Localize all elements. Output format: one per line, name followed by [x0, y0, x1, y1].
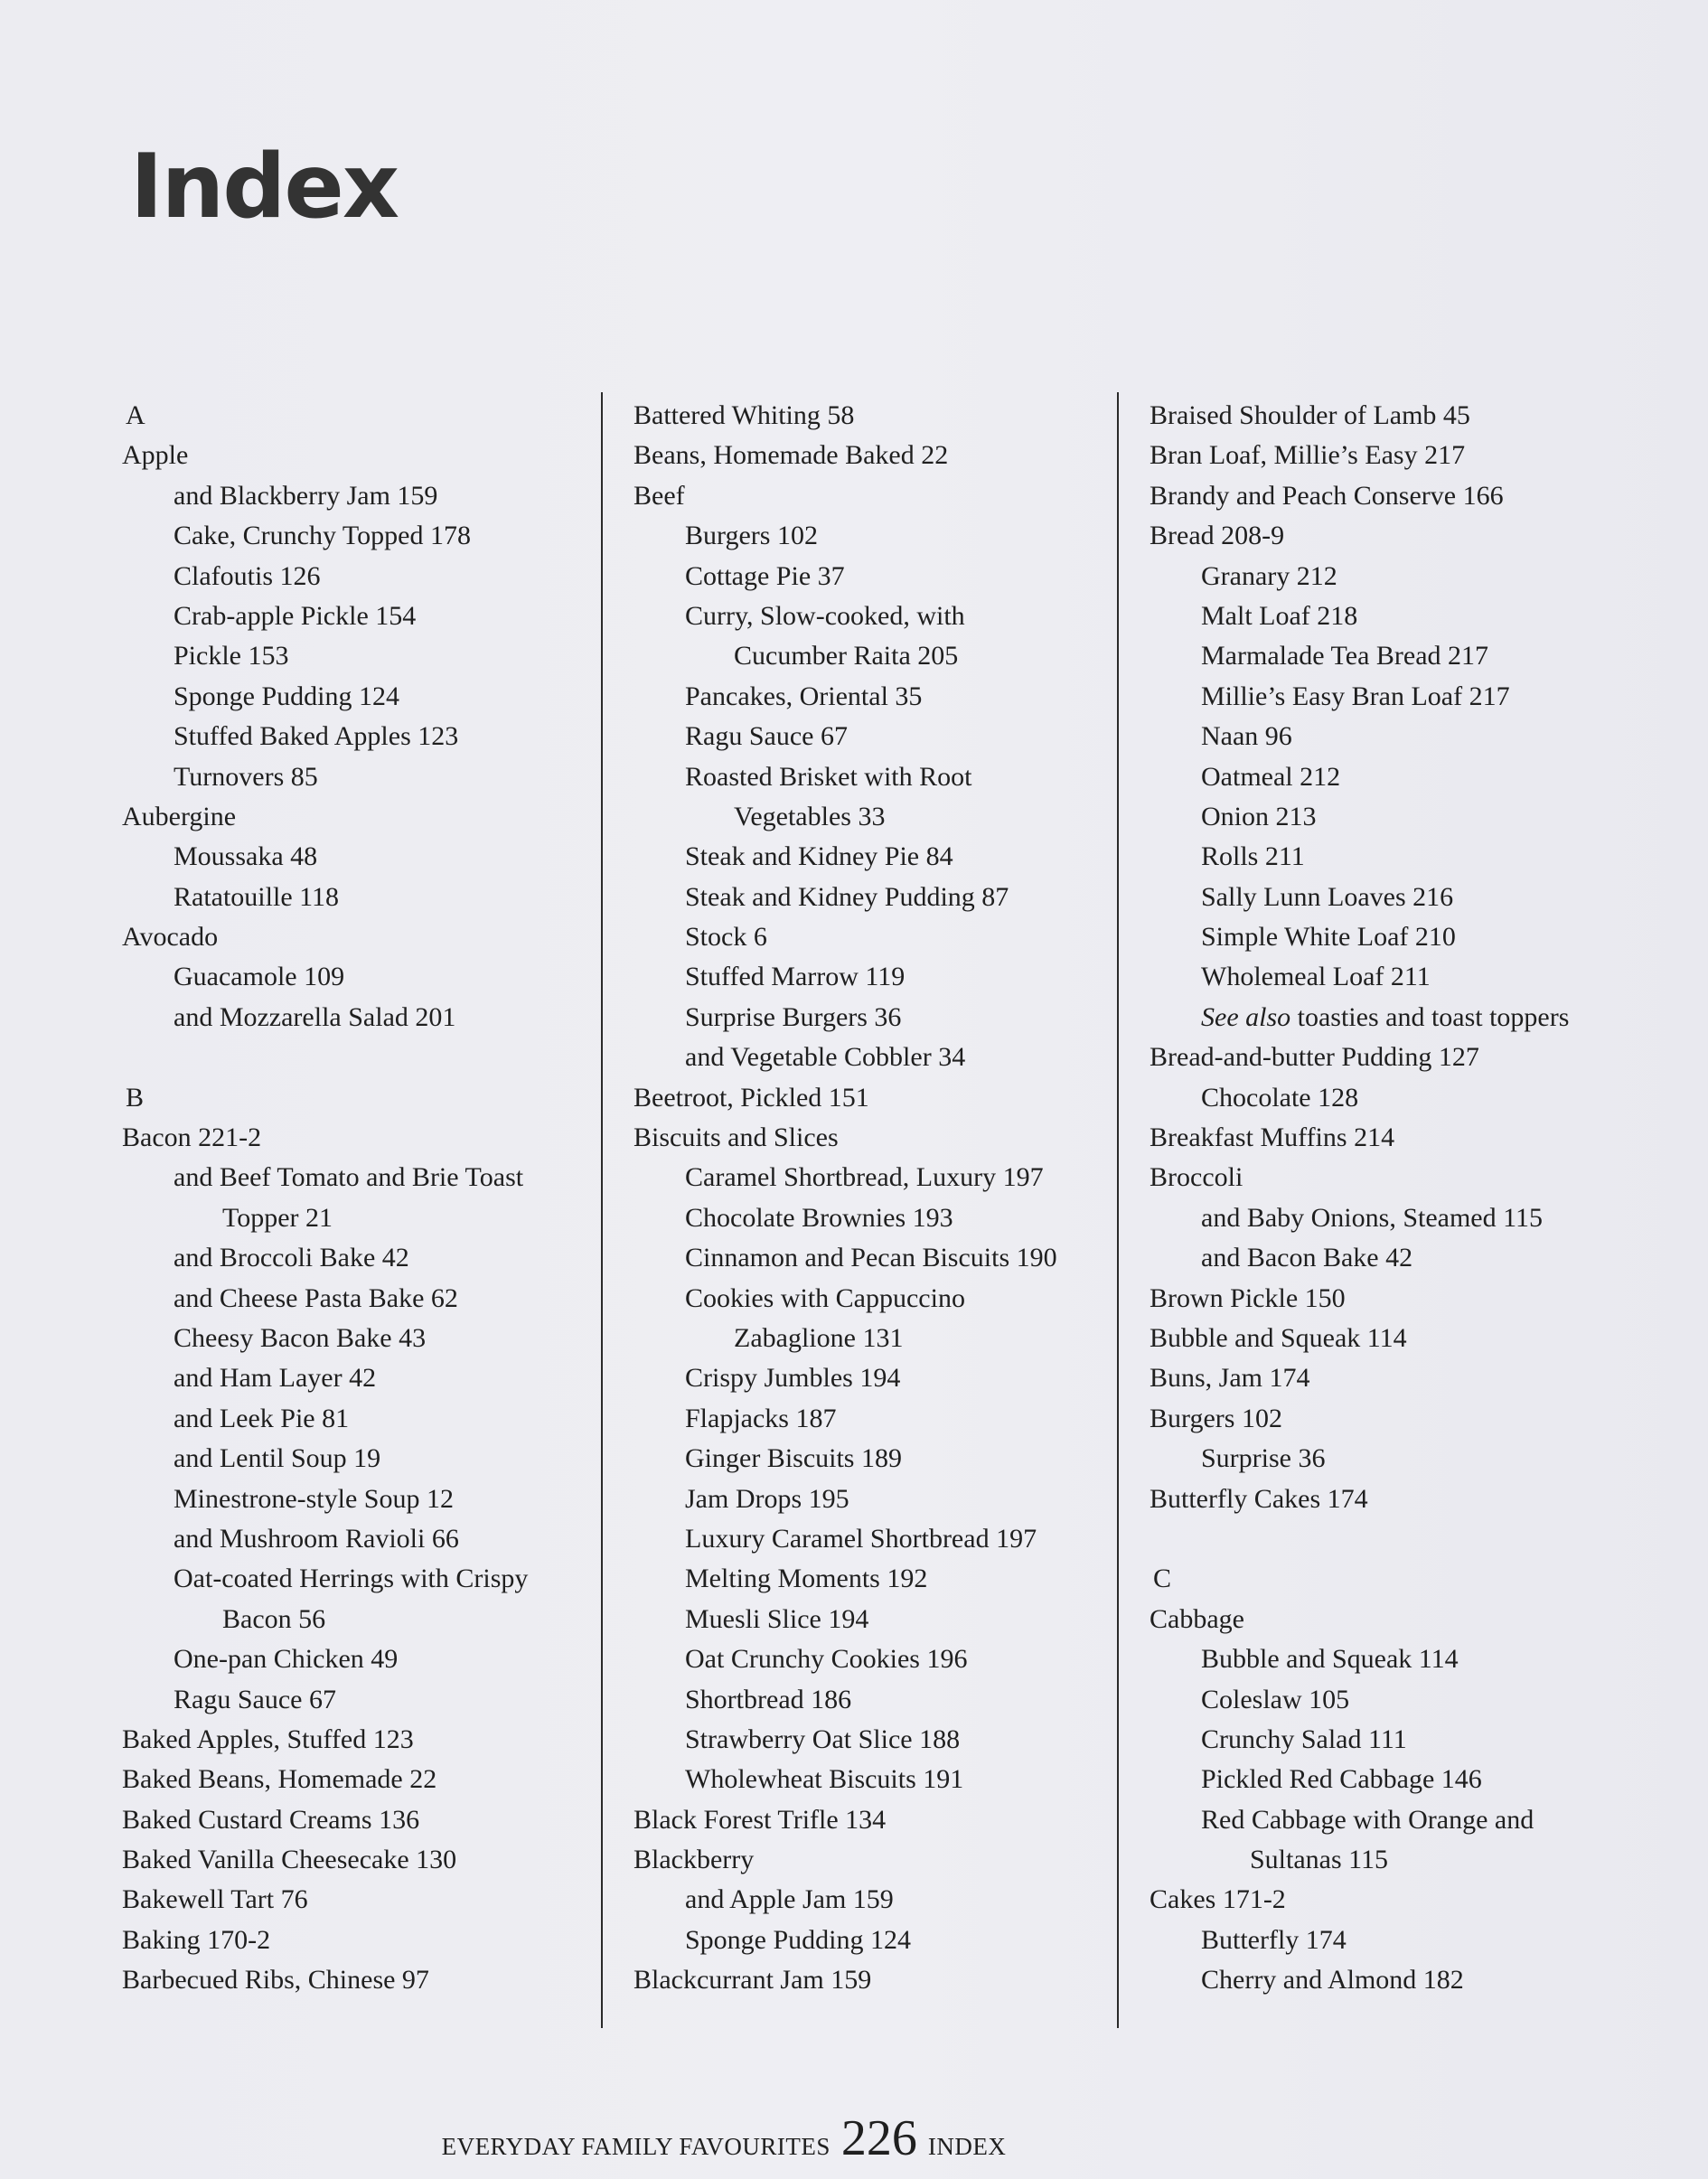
index-entry-text: Brown Pickle 150 — [1150, 1282, 1346, 1313]
index-entry-text: Crispy Jumbles 194 — [685, 1363, 901, 1394]
index-entry-text: Battered Whiting 58 — [633, 400, 855, 430]
index-entry-text: Avocado — [122, 922, 219, 953]
index-entry-text: Oatmeal 212 — [1201, 761, 1341, 792]
index-subentry — [633, 1559, 1103, 1599]
index-column-2 — [633, 396, 1103, 2001]
index-entry-text: Beans, Homemade Baked 22 — [633, 440, 949, 471]
index-subentry — [633, 837, 1103, 877]
index-entry-text: Pickled Red Cabbage 146 — [1201, 1764, 1482, 1795]
index-entry-text: Turnovers 85 — [174, 761, 318, 792]
index-entry — [122, 1880, 592, 1920]
index-entry-text: Baked Vanilla Cheesecake 130 — [122, 1845, 457, 1875]
see-also-label: See also — [1201, 1001, 1298, 1032]
index-subentry — [633, 917, 1103, 957]
index-entry-text: Pancakes, Oriental 35 — [685, 681, 923, 711]
index-entry-text: Jam Drops 195 — [685, 1483, 849, 1514]
index-entry-text: Oat-coated Herrings with Crispy — [174, 1564, 529, 1594]
index-subentry — [122, 1479, 592, 1519]
index-entry-text: Blackcurrant Jam 159 — [633, 1965, 872, 1996]
index-entry — [1150, 1479, 1619, 1519]
index-subentry — [633, 1720, 1103, 1760]
index-entry-text: Vegetables 33 — [734, 801, 886, 831]
index-subentry — [122, 878, 592, 917]
index-entry — [122, 1720, 592, 1760]
index-subentry — [633, 1158, 1103, 1198]
index-entry-text: Bakewell Tart 76 — [122, 1884, 308, 1915]
index-subentry — [1150, 717, 1619, 756]
index-entry-text: Coleslaw 105 — [1201, 1684, 1350, 1714]
index-entry-text: Curry, Slow-cooked, with — [685, 600, 965, 631]
index-entry-text: Cheesy Bacon Bake 43 — [174, 1322, 427, 1353]
index-entry-text: Stock 6 — [685, 922, 767, 953]
index-subentry — [1150, 837, 1619, 877]
index-entry-text: B — [126, 1082, 145, 1113]
index-entry — [1150, 1279, 1619, 1319]
index-entry-text: Crab-apple Pickle 154 — [174, 600, 417, 631]
index-letter-heading — [122, 396, 592, 436]
index-entry-text: Blackberry — [633, 1845, 755, 1875]
index-subentry — [122, 476, 592, 516]
index-entry-text: Bubble and Squeak 114 — [1150, 1322, 1407, 1353]
index-subentry — [122, 957, 592, 997]
index-entry-text: Beetroot, Pickled 151 — [633, 1082, 869, 1113]
index-subentry — [633, 557, 1103, 596]
index-subentry — [633, 1279, 1103, 1319]
index-subentry — [633, 1038, 1103, 1077]
index-entry-text: Wholewheat Biscuits 191 — [685, 1764, 964, 1795]
index-subentry — [122, 1358, 592, 1398]
index-entry-text: Apple — [122, 440, 189, 471]
index-letter-heading — [122, 1078, 592, 1118]
index-subentry — [633, 1921, 1103, 1960]
index-entry-text: Cottage Pie 37 — [685, 560, 845, 591]
index-entry-text: Malt Loaf 218 — [1201, 600, 1358, 631]
index-continuation — [633, 797, 1103, 837]
index-entry-text: Ratatouille 118 — [174, 881, 340, 912]
index-entry-text: and Lentil Soup 19 — [174, 1443, 381, 1474]
index-entry-text: Naan 96 — [1201, 721, 1292, 752]
index-entry-text: Steak and Kidney Pie 84 — [685, 841, 953, 872]
index-subentry — [122, 1559, 592, 1599]
index-subentry — [122, 1680, 592, 1720]
index-subentry — [633, 1198, 1103, 1238]
index-subentry — [1150, 757, 1619, 797]
index-subentry — [633, 677, 1103, 717]
index-entry-text: Surprise 36 — [1201, 1443, 1326, 1474]
index-entry-text: and Cheese Pasta Bake 62 — [174, 1282, 458, 1313]
index-entry-text: Cookies with Cappuccino — [685, 1282, 965, 1313]
index-entry-text: Guacamole 109 — [174, 962, 345, 992]
index-entry-text: Bacon 221-2 — [122, 1122, 262, 1153]
index-entry-text: Strawberry Oat Slice 188 — [685, 1723, 961, 1754]
index-entry-text: Sponge Pudding 124 — [174, 681, 400, 711]
index-entry — [633, 1960, 1103, 2000]
index-entry-text: Melting Moments 192 — [685, 1564, 928, 1594]
index-subentry — [122, 1158, 592, 1198]
index-entry — [1150, 1118, 1619, 1158]
index-entry-text: Marmalade Tea Bread 217 — [1201, 641, 1489, 672]
index-entry-text: Millie’s Easy Bran Loaf 217 — [1201, 681, 1510, 711]
index-entry-text: Breakfast Muffins 214 — [1150, 1122, 1395, 1153]
index-entry-text: Bread-and-butter Pudding 127 — [1150, 1042, 1479, 1073]
index-subentry — [122, 1319, 592, 1358]
index-entry-text: Shortbread 186 — [685, 1684, 852, 1714]
index-entry-text: and Bacon Bake 42 — [1201, 1243, 1413, 1273]
index-subentry — [122, 837, 592, 877]
index-subentry — [633, 1600, 1103, 1639]
index-subentry — [633, 878, 1103, 917]
index-subentry — [1150, 998, 1619, 1038]
index-entry — [122, 1118, 592, 1158]
index-entry-text: Baked Apples, Stuffed 123 — [122, 1723, 414, 1754]
index-entry-text: Stuffed Marrow 119 — [685, 962, 906, 992]
index-spacer — [1150, 1519, 1619, 1559]
index-entry-text: and Ham Layer 42 — [174, 1363, 377, 1394]
index-subentry — [122, 636, 592, 676]
index-entry-text: Barbecued Ribs, Chinese 97 — [122, 1965, 429, 1996]
index-entry-text: Butterfly 174 — [1201, 1924, 1347, 1955]
index-entry-text: toasties and toast toppers — [1297, 1001, 1570, 1032]
index-entry — [122, 1960, 592, 2000]
index-entry-text: Rolls 211 — [1201, 841, 1305, 872]
index-entry-text: Sponge Pudding 124 — [685, 1924, 912, 1955]
index-entry-text: Bran Loaf, Millie’s Easy 217 — [1150, 440, 1466, 471]
index-subentry — [633, 1519, 1103, 1559]
index-subentry — [633, 1479, 1103, 1519]
index-entry-text: Cinnamon and Pecan Biscuits 190 — [685, 1243, 1057, 1273]
index-entry — [122, 436, 592, 475]
index-entry-text: Beef — [633, 480, 685, 511]
index-entry-text: Roasted Brisket with Root — [685, 761, 972, 792]
index-entry-text: Steak and Kidney Pudding 87 — [685, 881, 1009, 912]
index-subentry — [1150, 1800, 1619, 1840]
index-entry — [633, 436, 1103, 475]
index-entry — [122, 917, 592, 957]
index-subentry — [1150, 917, 1619, 957]
index-subentry — [633, 1680, 1103, 1720]
index-entry — [1150, 1600, 1619, 1639]
index-entry-text: Wholemeal Loaf 211 — [1201, 962, 1431, 992]
index-subentry — [1150, 1238, 1619, 1278]
index-entry — [1150, 1158, 1619, 1198]
index-subentry — [633, 998, 1103, 1038]
page-title: Index — [130, 136, 399, 239]
index-subentry — [633, 1238, 1103, 1278]
index-entry-text: and Leek Pie 81 — [174, 1403, 350, 1433]
index-entry-text: Brandy and Peach Conserve 166 — [1150, 480, 1504, 511]
index-subentry — [1150, 1921, 1619, 1960]
index-entry-text: Oat Crunchy Cookies 196 — [685, 1644, 968, 1675]
index-entry — [633, 1118, 1103, 1158]
column-divider — [1117, 392, 1119, 2028]
index-entry-text: Black Forest Trifle 134 — [633, 1804, 887, 1835]
index-subentry — [122, 717, 592, 756]
index-entry-text: and Baby Onions, Steamed 115 — [1201, 1202, 1544, 1233]
index-subentry — [1150, 1639, 1619, 1679]
index-entry-text: Flapjacks 187 — [685, 1403, 837, 1433]
index-entry-text: Crunchy Salad 111 — [1201, 1723, 1407, 1754]
index-subentry — [122, 677, 592, 717]
index-subentry — [122, 757, 592, 797]
index-entry-text: Bubble and Squeak 114 — [1201, 1644, 1459, 1675]
index-subentry — [122, 596, 592, 636]
index-subentry — [1150, 1078, 1619, 1118]
index-entry-text: Cakes 171-2 — [1150, 1884, 1286, 1915]
index-entry-text: Surprise Burgers 36 — [685, 1001, 902, 1032]
index-entry-text: Red Cabbage with Orange and — [1201, 1804, 1534, 1835]
index-entry-text: Braised Shoulder of Lamb 45 — [1150, 400, 1470, 430]
index-entry — [1150, 1038, 1619, 1077]
index-entry-text: Bacon 56 — [222, 1603, 326, 1634]
index-entry-text: C — [1153, 1564, 1172, 1594]
index-subentry — [122, 1439, 592, 1479]
index-entry-text: Aubergine — [122, 801, 237, 831]
index-entry — [633, 1840, 1103, 1880]
index-entry-text: Butterfly Cakes 174 — [1150, 1483, 1368, 1514]
index-entry-text: Buns, Jam 174 — [1150, 1363, 1310, 1394]
footer-book-title: EVERYDAY FAMILY FAVOURITES — [441, 2133, 831, 2160]
index-entry-text: Onion 213 — [1201, 801, 1317, 831]
index-entry — [633, 1800, 1103, 1840]
index-subentry — [1150, 957, 1619, 997]
page-number: 226 — [840, 2110, 917, 2166]
index-entry-text: Baked Custard Creams 136 — [122, 1804, 420, 1835]
column-divider — [601, 392, 603, 2028]
index-subentry — [1150, 557, 1619, 596]
index-subentry — [633, 717, 1103, 756]
index-subentry — [633, 1358, 1103, 1398]
index-subentry — [633, 516, 1103, 556]
index-subentry — [1150, 596, 1619, 636]
index-entry — [1150, 436, 1619, 475]
index-entry-text: and Blackberry Jam 159 — [174, 480, 438, 511]
index-entry-text: Topper 21 — [222, 1202, 333, 1233]
index-continuation — [1150, 1840, 1619, 1880]
footer-section: INDEX — [927, 2133, 1007, 2160]
index-entry-text: Moussaka 48 — [174, 841, 318, 872]
index-entry-text: Luxury Caramel Shortbread 197 — [685, 1523, 1037, 1554]
index-entry-text: Simple White Loaf 210 — [1201, 922, 1456, 953]
index-entry-text: and Beef Tomato and Brie Toast — [174, 1162, 524, 1193]
index-entry-text: Sultanas 115 — [1250, 1845, 1389, 1875]
index-entry — [1150, 516, 1619, 556]
index-entry-text: and Vegetable Cobbler 34 — [685, 1042, 966, 1073]
index-subentry — [122, 516, 592, 556]
index-entry-text: Ragu Sauce 67 — [174, 1684, 336, 1714]
index-entry — [1150, 1319, 1619, 1358]
index-continuation — [122, 1600, 592, 1639]
index-entry-text: and Apple Jam 159 — [685, 1884, 894, 1915]
index-subentry — [1150, 1960, 1619, 2000]
index-continuation — [633, 1319, 1103, 1358]
index-subentry — [1150, 677, 1619, 717]
index-continuation — [633, 636, 1103, 676]
index-entry-text: Granary 212 — [1201, 560, 1337, 591]
index-subentry — [122, 557, 592, 596]
index-entry — [1150, 396, 1619, 436]
index-entry — [1150, 1358, 1619, 1398]
index-subentry — [633, 757, 1103, 797]
page-footer — [0, 2109, 1708, 2169]
index-continuation — [122, 1198, 592, 1238]
index-entry-text: Burgers 102 — [685, 521, 818, 551]
index-entry-text: Pickle 153 — [174, 641, 289, 672]
index-subentry — [633, 957, 1103, 997]
index-subentry — [1150, 636, 1619, 676]
index-letter-heading — [1150, 1559, 1619, 1599]
index-subentry — [633, 1639, 1103, 1679]
index-entry-text: Zabaglione 131 — [734, 1322, 904, 1353]
index-entry-text: Muesli Slice 194 — [685, 1603, 869, 1634]
index-entry — [1150, 1399, 1619, 1439]
index-subentry — [1150, 1760, 1619, 1799]
index-entry-text: Chocolate Brownies 193 — [685, 1202, 953, 1233]
index-entry-text: Minestrone-style Soup 12 — [174, 1483, 454, 1514]
index-entry — [122, 1840, 592, 1880]
index-subentry — [1150, 1198, 1619, 1238]
index-entry — [122, 1760, 592, 1799]
index-entry — [633, 396, 1103, 436]
index-subentry — [633, 1760, 1103, 1799]
index-subentry — [122, 1639, 592, 1679]
index-entry-text: Ginger Biscuits 189 — [685, 1443, 902, 1474]
index-subentry — [122, 1279, 592, 1319]
index-entry-text: Stuffed Baked Apples 123 — [174, 721, 459, 752]
index-subentry — [1150, 1439, 1619, 1479]
index-entry-text: A — [126, 400, 145, 430]
index-entry-text: Cherry and Almond 182 — [1201, 1965, 1464, 1996]
index-entry-text: Baked Beans, Homemade 22 — [122, 1764, 437, 1795]
index-entry-text: Broccoli — [1150, 1162, 1243, 1193]
index-entry — [122, 1921, 592, 1960]
index-subentry — [122, 1519, 592, 1559]
index-entry — [633, 1078, 1103, 1118]
index-entry-text: Baking 170-2 — [122, 1924, 271, 1955]
index-entry-text: Burgers 102 — [1150, 1403, 1282, 1433]
index-entry-text: One-pan Chicken 49 — [174, 1644, 399, 1675]
index-entry-text: and Mozzarella Salad 201 — [174, 1001, 456, 1032]
index-entry-text: Caramel Shortbread, Luxury 197 — [685, 1162, 1044, 1193]
index-entry — [1150, 476, 1619, 516]
index-entry-text: Sally Lunn Loaves 216 — [1201, 881, 1454, 912]
index-subentry — [1150, 797, 1619, 837]
index-subentry — [633, 596, 1103, 636]
index-subentry — [1150, 1680, 1619, 1720]
index-entry-text: and Broccoli Bake 42 — [174, 1243, 409, 1273]
index-subentry — [633, 1880, 1103, 1920]
index-subentry — [633, 1399, 1103, 1439]
index-subentry — [122, 1399, 592, 1439]
index-entry-text: Biscuits and Slices — [633, 1122, 839, 1153]
index-subentry — [122, 998, 592, 1038]
index-subentry — [1150, 1720, 1619, 1760]
index-entry — [1150, 1880, 1619, 1920]
index-entry-text: Cake, Crunchy Topped 178 — [174, 521, 471, 551]
index-entry-text: Clafoutis 126 — [174, 560, 321, 591]
index-column-1 — [122, 396, 592, 2001]
index-entry-text: Chocolate 128 — [1201, 1082, 1359, 1113]
index-entry-text: Ragu Sauce 67 — [685, 721, 848, 752]
index-entry-text: Cucumber Raita 205 — [734, 641, 959, 672]
index-entry-text: Bread 208-9 — [1150, 521, 1285, 551]
index-subentry — [122, 1238, 592, 1278]
index-column-3 — [1150, 396, 1619, 2001]
index-entry-text: Cabbage — [1150, 1603, 1244, 1634]
index-subentry — [1150, 878, 1619, 917]
index-spacer — [122, 1038, 592, 1077]
index-subentry — [633, 1439, 1103, 1479]
index-entry-text: and Mushroom Ravioli 66 — [174, 1523, 459, 1554]
index-entry — [122, 1800, 592, 1840]
index-entry — [633, 476, 1103, 516]
index-entry — [122, 797, 592, 837]
